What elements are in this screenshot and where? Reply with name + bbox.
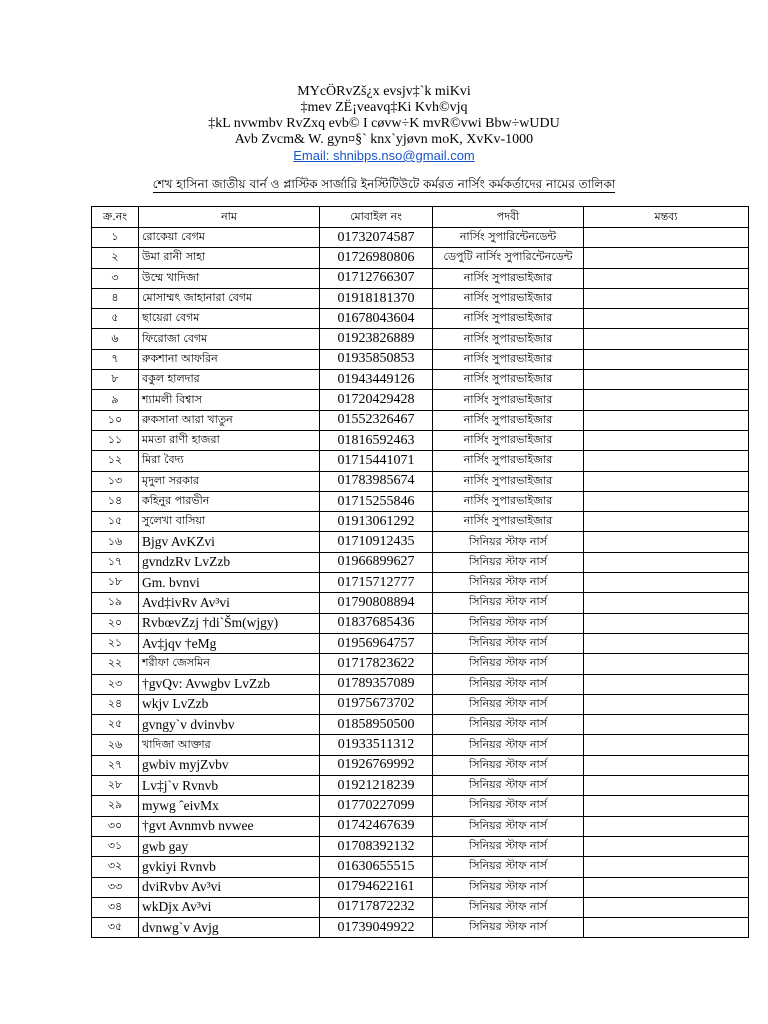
designation-cell: নার্সিং সুপারভাইজার [433, 370, 584, 390]
remarks-cell [584, 755, 749, 775]
serial-cell: ৩৫ [92, 918, 139, 938]
remarks-cell [584, 390, 749, 410]
mobile-cell: 01739049922 [320, 918, 433, 938]
serial-cell: ১৮ [92, 573, 139, 593]
name-cell: শরীফা জেসমিন [139, 654, 320, 674]
serial-cell: ১০ [92, 410, 139, 430]
mobile-cell: 01956964757 [320, 633, 433, 653]
designation-cell: সিনিয়র স্টাফ নার্স [433, 755, 584, 775]
remarks-cell [584, 228, 749, 248]
mobile-cell: 01858950500 [320, 715, 433, 735]
serial-cell: ১৫ [92, 512, 139, 532]
serial-cell: ৫ [92, 309, 139, 329]
serial-cell: ১৭ [92, 552, 139, 572]
table-row [92, 552, 749, 572]
remarks-cell [584, 288, 749, 308]
document-title-text: শেখ হাসিনা জাতীয় বার্ন ও প্লাস্টিক সার্জারি ইনস্টিটিউটে কর্মরত নার্সিং কর্মকর্তাদের নামের তালিকা [152, 177, 616, 191]
nurse-list-table [91, 206, 749, 938]
name-cell: gwb gay [139, 836, 320, 856]
name-cell: ছায়েরা বেগম [139, 309, 320, 329]
remarks-cell [584, 370, 749, 390]
designation-cell: সিনিয়র স্টাফ নার্স [433, 796, 584, 816]
designation-cell: নার্সিং সুপারভাইজার [433, 512, 584, 532]
table-row [92, 451, 749, 471]
designation-cell: সিনিয়র স্টাফ নার্স [433, 836, 584, 856]
mobile-cell: 01783985674 [320, 471, 433, 491]
serial-cell: ১১ [92, 430, 139, 450]
table-row [92, 694, 749, 714]
name-cell: মৃদুলা সরকার [139, 471, 320, 491]
table-row [92, 268, 749, 288]
name-cell: dviRvbv Av³vi [139, 877, 320, 897]
remarks-cell [584, 836, 749, 856]
table-row [92, 390, 749, 410]
remarks-cell [584, 471, 749, 491]
remarks-cell [584, 776, 749, 796]
name-cell: রুকশানা আফরিন [139, 349, 320, 369]
email-link[interactable]: Email: shnibps.nso@gmail.com [293, 148, 475, 163]
serial-cell: ২২ [92, 654, 139, 674]
mobile-cell: 01921218239 [320, 776, 433, 796]
remarks-cell [584, 532, 749, 552]
designation-cell: নার্সিং সুপারভাইজার [433, 309, 584, 329]
serial-cell: ২০ [92, 613, 139, 633]
mobile-cell: 01720429428 [320, 390, 433, 410]
remarks-cell [584, 552, 749, 572]
mobile-cell: 01678043604 [320, 309, 433, 329]
designation-cell: সিনিয়র স্টাফ নার্স [433, 877, 584, 897]
remarks-cell [584, 715, 749, 735]
serial-cell: ৮ [92, 370, 139, 390]
mobile-cell: 01789357089 [320, 674, 433, 694]
name-cell: শ্যামলী বিশ্বাস [139, 390, 320, 410]
table-row [92, 735, 749, 755]
mobile-cell: 01715255846 [320, 491, 433, 511]
document-title [0, 176, 768, 192]
remarks-cell [584, 877, 749, 897]
serial-cell: ১৬ [92, 532, 139, 552]
name-cell: মোসাম্মৎ জাহানারা বেগম [139, 288, 320, 308]
name-cell: কহিনুর পারভীন [139, 491, 320, 511]
mobile-cell: 01816592463 [320, 430, 433, 450]
designation-cell: নার্সিং সুপারভাইজার [433, 430, 584, 450]
remarks-cell [584, 349, 749, 369]
designation-cell: সিনিয়র স্টাফ নার্স [433, 897, 584, 917]
name-cell: Av‡jqv †eMg [139, 633, 320, 653]
table-header-row [92, 207, 749, 228]
designation-cell: সিনিয়র স্টাফ নার্স [433, 593, 584, 613]
remarks-cell [584, 654, 749, 674]
mobile-cell: 01552326467 [320, 410, 433, 430]
mobile-cell: 01732074587 [320, 228, 433, 248]
remarks-cell [584, 674, 749, 694]
table-row [92, 288, 749, 308]
table-row [92, 329, 749, 349]
designation-cell: নার্সিং সুপারিন্টেনডেন্ট [433, 228, 584, 248]
remarks-cell [584, 796, 749, 816]
name-cell: gvngy`v dvinvbv [139, 715, 320, 735]
designation-cell: সিনিয়র স্টাফ নার্স [433, 573, 584, 593]
table-row [92, 410, 749, 430]
designation-cell: সিনিয়র স্টাফ নার্স [433, 613, 584, 633]
name-cell: Gm. bvnvi [139, 573, 320, 593]
letterhead-line: Avb Zvcm& W. gyn¤§` knx`yjøvn moK, XvKv-1000 [234, 132, 534, 147]
table-row [92, 918, 749, 938]
serial-cell: ২৯ [92, 796, 139, 816]
serial-cell: ৩১ [92, 836, 139, 856]
designation-cell: নার্সিং সুপারভাইজার [433, 410, 584, 430]
serial-cell: ২৪ [92, 694, 139, 714]
table-row [92, 593, 749, 613]
name-cell: মিরা বৈদ্য [139, 451, 320, 471]
serial-cell: ৭ [92, 349, 139, 369]
mobile-cell: 01975673702 [320, 694, 433, 714]
designation-cell: সিনিয়র স্টাফ নার্স [433, 735, 584, 755]
name-cell: RvbœvZzj †di`Šm(wjgy) [139, 613, 320, 633]
table-row [92, 816, 749, 836]
mobile-cell: 01923826889 [320, 329, 433, 349]
table-row [92, 877, 749, 897]
table-row [92, 715, 749, 735]
serial-cell: ১ [92, 228, 139, 248]
serial-cell: ২ [92, 248, 139, 268]
name-cell: উম্মে খাদিজা [139, 268, 320, 288]
remarks-cell [584, 268, 749, 288]
designation-cell: সিনিয়র স্টাফ নার্স [433, 674, 584, 694]
table-row [92, 776, 749, 796]
designation-cell: সিনিয়র স্টাফ নার্স [433, 918, 584, 938]
designation-cell: ডেপুটি নার্সিং সুপারিন্টেনডেন্ট [433, 248, 584, 268]
designation-cell: নার্সিং সুপারভাইজার [433, 390, 584, 410]
table-row [92, 755, 749, 775]
name-cell: wkjv LvZzb [139, 694, 320, 714]
name-cell: dvnwg`v Avjg [139, 918, 320, 938]
header-remarks: মন্তব্য [584, 207, 749, 228]
header-designation: পদবী [433, 207, 584, 228]
name-cell: gvkiyi Rvnvb [139, 857, 320, 877]
serial-cell: ৪ [92, 288, 139, 308]
table-row [92, 897, 749, 917]
remarks-cell [584, 613, 749, 633]
table-row [92, 349, 749, 369]
letterhead-line: ‡kL nvwmbv RvZxq evb© I cøvw÷K mvR©vwi Bbw÷wUDU [208, 116, 560, 131]
table-row [92, 674, 749, 694]
designation-cell: নার্সিং সুপারভাইজার [433, 268, 584, 288]
serial-cell: ৬ [92, 329, 139, 349]
serial-cell: ৩ [92, 268, 139, 288]
header-name: নাম [139, 207, 320, 228]
designation-cell: সিনিয়র স্টাফ নার্স [433, 532, 584, 552]
serial-cell: ২৮ [92, 776, 139, 796]
table-row [92, 857, 749, 877]
table-row [92, 228, 749, 248]
designation-cell: নার্সিং সুপারভাইজার [433, 288, 584, 308]
remarks-cell [584, 633, 749, 653]
mobile-cell: 01935850853 [320, 349, 433, 369]
table-row [92, 491, 749, 511]
table-row [92, 836, 749, 856]
remarks-cell [584, 309, 749, 329]
serial-cell: ৩০ [92, 816, 139, 836]
remarks-cell [584, 430, 749, 450]
mobile-cell: 01726980806 [320, 248, 433, 268]
remarks-cell [584, 857, 749, 877]
table-row [92, 654, 749, 674]
mobile-cell: 01715712777 [320, 573, 433, 593]
mobile-cell: 01630655515 [320, 857, 433, 877]
mobile-cell: 01918181370 [320, 288, 433, 308]
remarks-cell [584, 573, 749, 593]
table-row [92, 633, 749, 653]
mobile-cell: 01742467639 [320, 816, 433, 836]
remarks-cell [584, 248, 749, 268]
serial-cell: ২৭ [92, 755, 139, 775]
mobile-cell: 01913061292 [320, 512, 433, 532]
designation-cell: সিনিয়র স্টাফ নার্স [433, 776, 584, 796]
designation-cell: সিনিয়র স্টাফ নার্স [433, 633, 584, 653]
mobile-cell: 01926769992 [320, 755, 433, 775]
table-body [92, 228, 749, 938]
table-row [92, 248, 749, 268]
remarks-cell [584, 918, 749, 938]
name-cell: gvndzRv LvZzb [139, 552, 320, 572]
serial-cell: ৩২ [92, 857, 139, 877]
name-cell: †gvQv: Avwgbv LvZzb [139, 674, 320, 694]
designation-cell: নার্সিং সুপারভাইজার [433, 349, 584, 369]
name-cell: gwbiv myjZvbv [139, 755, 320, 775]
mobile-cell: 01837685436 [320, 613, 433, 633]
remarks-cell [584, 735, 749, 755]
designation-cell: সিনিয়র স্টাফ নার্স [433, 654, 584, 674]
remarks-cell [584, 451, 749, 471]
mobile-cell: 01794622161 [320, 877, 433, 897]
designation-cell: নার্সিং সুপারভাইজার [433, 491, 584, 511]
mobile-cell: 01715441071 [320, 451, 433, 471]
table-row [92, 512, 749, 532]
table-row [92, 370, 749, 390]
serial-cell: ২৬ [92, 735, 139, 755]
designation-cell: নার্সিং সুপারভাইজার [433, 329, 584, 349]
letterhead-line: ‡mev ZË¡veavq‡Ki Kvh©vjq [300, 100, 468, 115]
mobile-cell: 01712766307 [320, 268, 433, 288]
mobile-cell: 01710912435 [320, 532, 433, 552]
name-cell: খাদিজা আক্তার [139, 735, 320, 755]
table-row [92, 430, 749, 450]
header-mobile: মোবাইল নং [320, 207, 433, 228]
name-cell: Lv‡j`v Rvnvb [139, 776, 320, 796]
serial-cell: ২৫ [92, 715, 139, 735]
remarks-cell [584, 329, 749, 349]
name-cell: mywg ˆeivMx [139, 796, 320, 816]
name-cell: †gvt Avnmvb nvwee [139, 816, 320, 836]
designation-cell: সিনিয়র স্টাফ নার্স [433, 715, 584, 735]
serial-cell: ২৩ [92, 674, 139, 694]
remarks-cell [584, 512, 749, 532]
designation-cell: সিনিয়র স্টাফ নার্স [433, 857, 584, 877]
mobile-cell: 01717872232 [320, 897, 433, 917]
remarks-cell [584, 491, 749, 511]
table-row [92, 613, 749, 633]
name-cell: ফিরোজা বেগম [139, 329, 320, 349]
designation-cell: সিনিয়র স্টাফ নার্স [433, 816, 584, 836]
name-cell: রোকেয়া বেগম [139, 228, 320, 248]
name-cell: সুলেখা বাসিয়া [139, 512, 320, 532]
mobile-cell: 01966899627 [320, 552, 433, 572]
table-row [92, 573, 749, 593]
mobile-cell: 01790808894 [320, 593, 433, 613]
serial-cell: ১৯ [92, 593, 139, 613]
letterhead [0, 84, 768, 164]
remarks-cell [584, 410, 749, 430]
name-cell: Avd‡ivRv Av³vi [139, 593, 320, 613]
designation-cell: সিনিয়র স্টাফ নার্স [433, 694, 584, 714]
mobile-cell: 01943449126 [320, 370, 433, 390]
serial-cell: ১৪ [92, 491, 139, 511]
name-cell: মমতা রাণী হাজরা [139, 430, 320, 450]
serial-cell: ৯ [92, 390, 139, 410]
serial-cell: ১৩ [92, 471, 139, 491]
header-serial: ক্র.নং [92, 207, 139, 228]
serial-cell: ১২ [92, 451, 139, 471]
table-row [92, 309, 749, 329]
table-row [92, 471, 749, 491]
name-cell: বকুল হালদার [139, 370, 320, 390]
mobile-cell: 01770227099 [320, 796, 433, 816]
name-cell: উমা রানী সাহা [139, 248, 320, 268]
remarks-cell [584, 694, 749, 714]
table-row [92, 796, 749, 816]
serial-cell: ৩৩ [92, 877, 139, 897]
name-cell: রুকসানা আরা খাতুন [139, 410, 320, 430]
designation-cell: সিনিয়র স্টাফ নার্স [433, 552, 584, 572]
letterhead-line: MYcÖRvZš¿x evsjv‡`k miKvi [297, 84, 471, 99]
name-cell: wkDjx Av³vi [139, 897, 320, 917]
serial-cell: ৩৪ [92, 897, 139, 917]
mobile-cell: 01717823622 [320, 654, 433, 674]
designation-cell: নার্সিং সুপারভাইজার [433, 451, 584, 471]
remarks-cell [584, 816, 749, 836]
remarks-cell [584, 897, 749, 917]
name-cell: Bjgv AvKZvi [139, 532, 320, 552]
table-row [92, 532, 749, 552]
serial-cell: ২১ [92, 633, 139, 653]
mobile-cell: 01708392132 [320, 836, 433, 856]
remarks-cell [584, 593, 749, 613]
designation-cell: নার্সিং সুপারভাইজার [433, 471, 584, 491]
mobile-cell: 01933511312 [320, 735, 433, 755]
